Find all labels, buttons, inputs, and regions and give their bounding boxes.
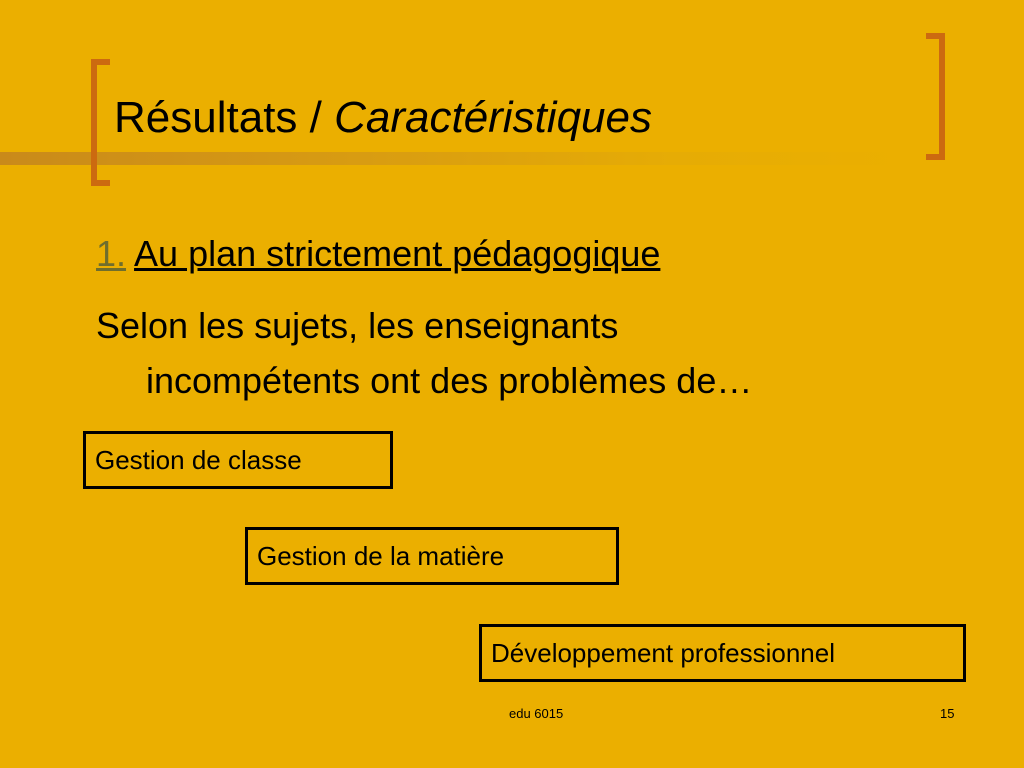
box-classroom-management: Gestion de classe (83, 431, 393, 489)
right-bracket-decoration (926, 33, 945, 160)
body-line-2: incompétents ont des problèmes de… (146, 360, 753, 401)
point-label: Au plan strictement pédagogique (134, 233, 661, 274)
body-paragraph (96, 298, 926, 408)
slide-title-main: Résultats / (114, 93, 335, 142)
footer-page-number: 15 (940, 706, 955, 721)
box-subject-management: Gestion de la matière (245, 527, 619, 585)
title-underline-bar (0, 152, 900, 165)
point-number: 1. (96, 233, 127, 274)
box-professional-development: Développement professionnel (479, 624, 966, 682)
footer-course-code: edu 6015 (509, 706, 564, 721)
left-bracket-decoration (91, 59, 110, 186)
slide-title-emphasis: Caractéristiques (334, 93, 652, 142)
numbered-point (96, 232, 660, 275)
body-line-1: Selon les sujets, les enseignants (96, 305, 619, 346)
slide-title (114, 92, 652, 145)
